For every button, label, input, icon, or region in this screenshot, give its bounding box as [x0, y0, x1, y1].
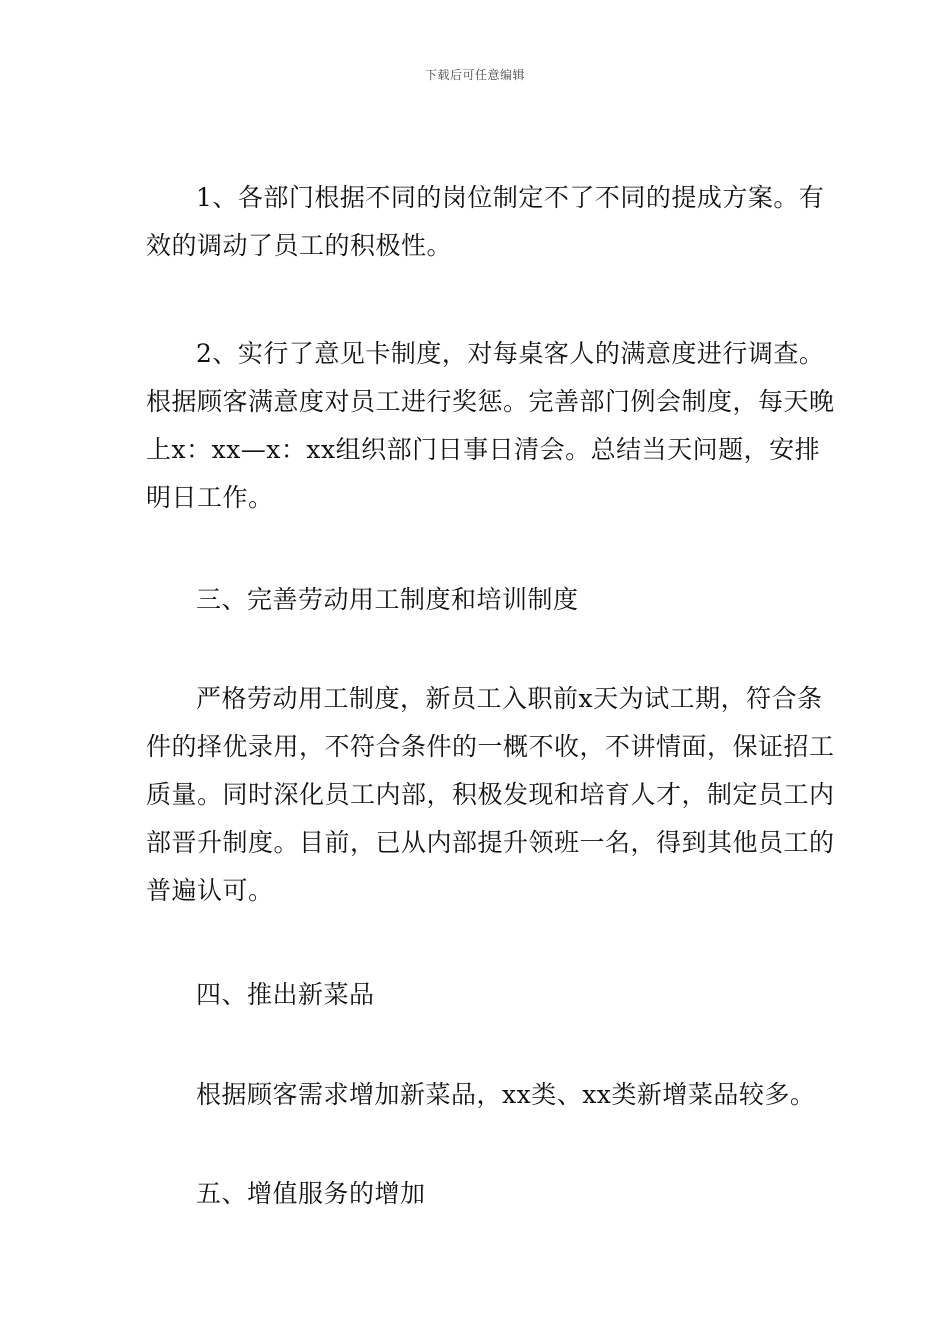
section-heading-5: 五、增值服务的增加: [196, 1179, 426, 1208]
page-header: 下载后可任意编辑: [424, 68, 525, 82]
paragraph-4: 根据顾客需求增加新菜品，xx类、xx类新增菜品较多。: [196, 1080, 816, 1109]
paragraph-1: 1、各部门根据不同的岗位制定不了不同的提成方案。有效的调动了员工的积极性。: [146, 183, 825, 260]
paragraph-2: 2、实行了意见卡制度，对每桌客人的满意度进行调查。根据顾客满意度对员工进行奖惩。完善部门例会制度，每天晚上x：xx—x：xx组织部门日事日清会。总结当天问题，安排明日工作。: [146, 339, 835, 512]
section-heading-4: 四、推出新菜品: [196, 980, 375, 1009]
section-heading-3: 三、完善劳动用工制度和培训制度: [196, 585, 579, 614]
paragraph-3: 严格劳动用工制度，新员工入职前x天为试工期，符合条件的择优录用，不符合条件的一概不收，不讲情面，保证招工质量。同时深化员工内部，积极发现和培育人才，制定员工内部晋升制度。目前，已从内部提升领班一名，得到其他员工的普遍认可。: [146, 684, 835, 905]
